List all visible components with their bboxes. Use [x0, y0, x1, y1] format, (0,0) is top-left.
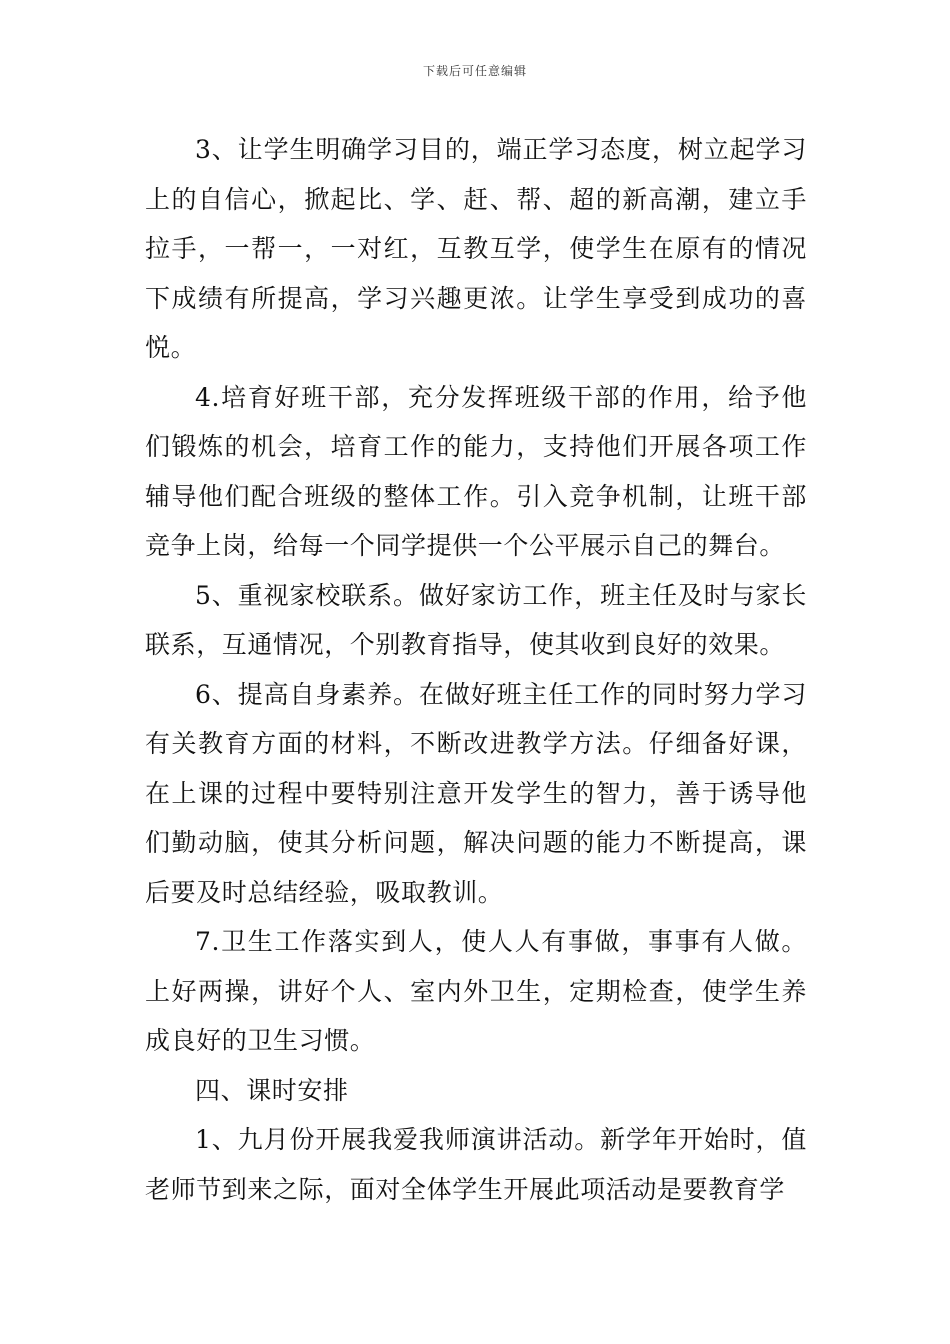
paragraph-class-cadres: 4.培育好班干部，充分发挥班级干部的作用，给予他们锻炼的机会，培育工作的能力，支持他们开展各项工作辅导他们配合班级的整体工作。引入竞争机制，让班干部竞争上岗，给每一个同学提供一个公平展示自己的舞台。 — [145, 382, 807, 560]
paragraph-self-improvement: 6、提高自身素养。在做好班主任工作的同时努力学习有关教育方面的材料，不断改进教学方法。仔细备好课，在上课的过程中要特别注意开发学生的智力，善于诱导他们勤动脑，使其分析问题，解决问题的能力不断提高，课后要及时总结经验，吸取教训。 — [145, 679, 807, 907]
paragraph-home-school: 5、重视家校联系。做好家访工作，班主任及时与家长联系，互通情况，个别教育指导，使其收到良好的效果。 — [145, 580, 807, 659]
paragraph-hygiene: 7.卫生工作落实到人，使人人有事做，事事有人做。上好两操，讲好个人、室内外卫生，定期检查，使学生养成良好的卫生习惯。 — [145, 927, 807, 1055]
page-header-note: 下载后可任意编辑 — [422, 64, 527, 78]
paragraph-goal-clarity: 3、让学生明确学习目的，端正学习态度，树立起学习上的自信心，掀起比、学、赶、帮、超的新高潮，建立手拉手，一帮一，一对红，互教互学，使学生在原有的情况下成绩有所提高，学习兴趣更浓。让学生享受到成功的喜悦。 — [145, 135, 807, 362]
document-body — [145, 125, 807, 1214]
section-heading-schedule: 四、课时安排 — [195, 1075, 349, 1105]
paragraph-september-activity: 1、九月份开展我爱我师演讲活动。新学年开始时，值老师节到来之际，面对全体学生开展此项活动是要教育学 — [145, 1125, 807, 1204]
